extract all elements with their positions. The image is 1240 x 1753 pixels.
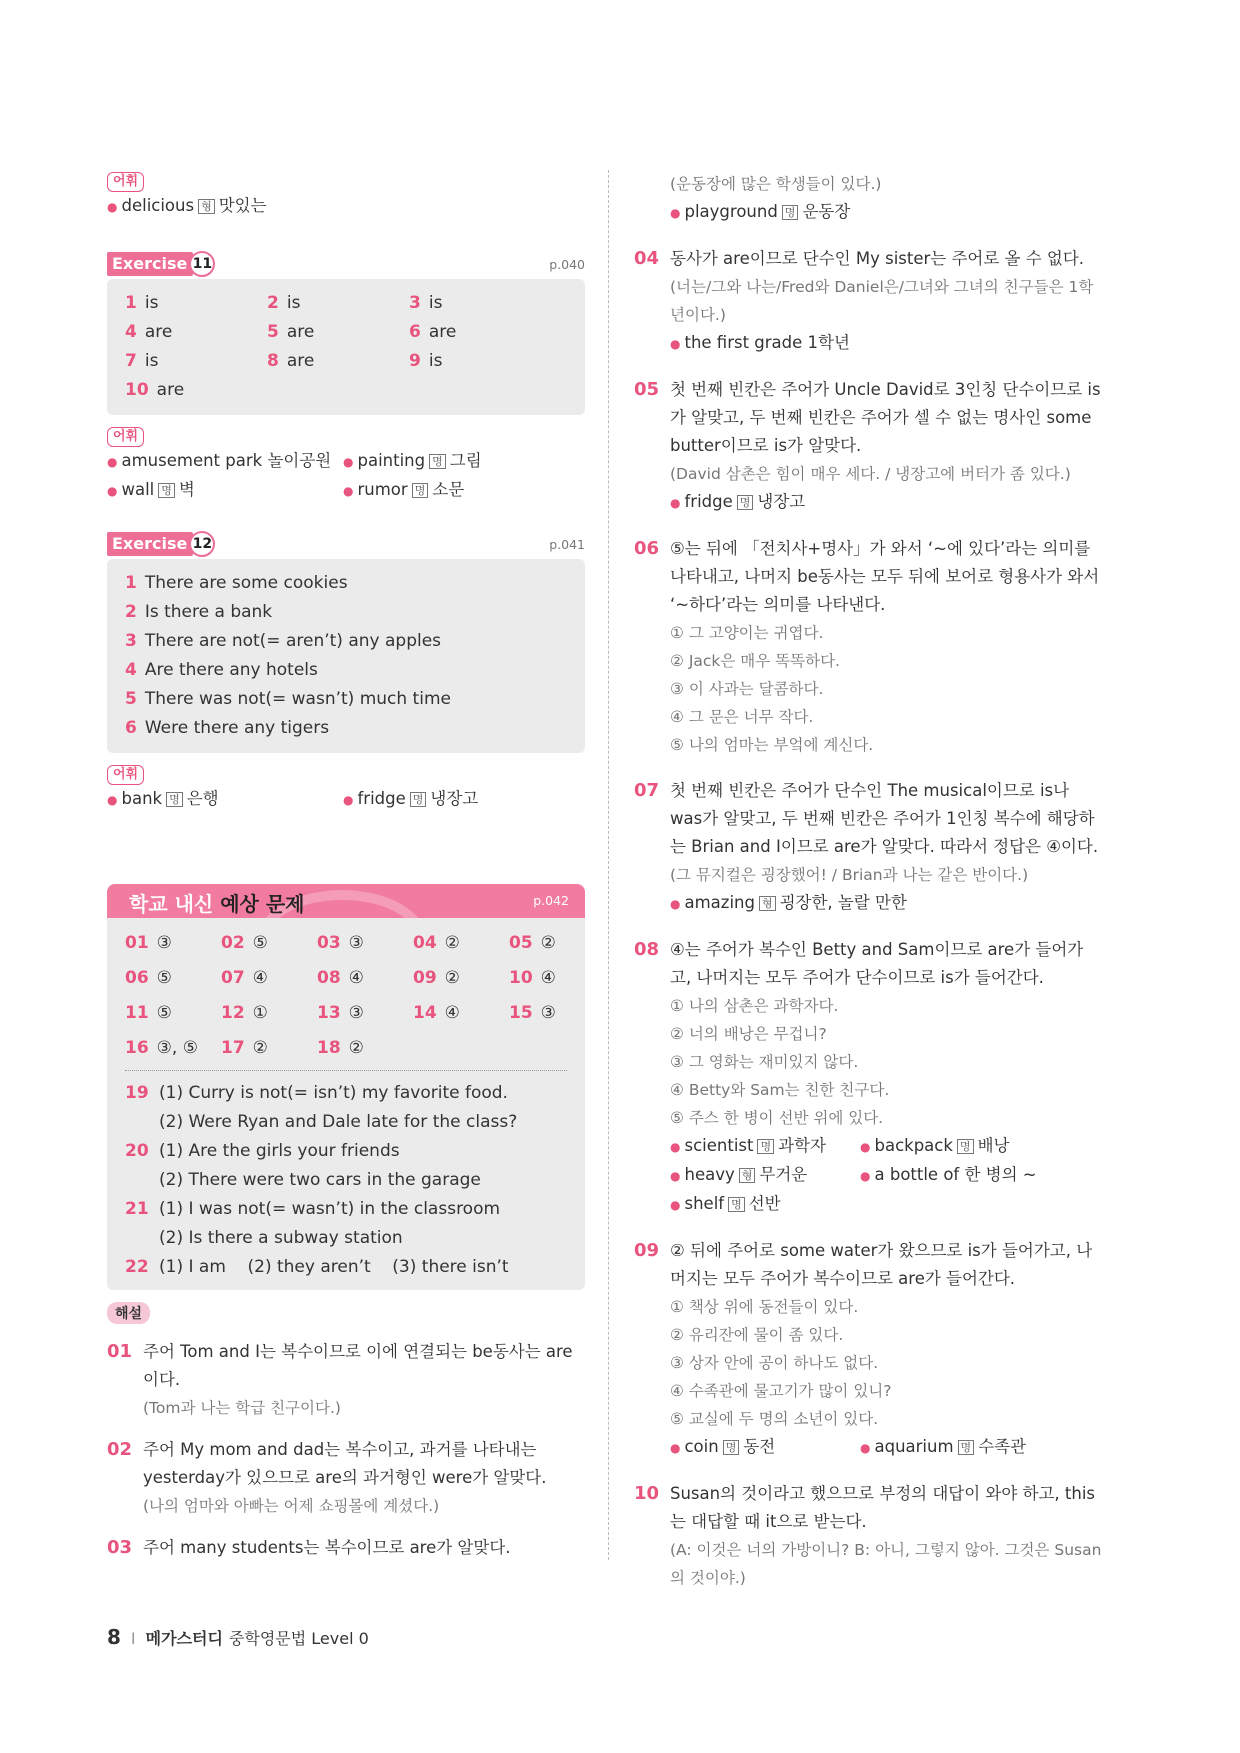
page-reference: p.040 [549, 257, 585, 272]
vocab-item: ● fridge 명 냉장고 [343, 789, 479, 808]
vocab-label: 어휘 [107, 427, 144, 447]
quiz-title-2: 예상 문제 [220, 892, 305, 916]
explanation-item: 05 첫 번째 빈칸은 주어가 Uncle David로 3인칭 단수이므로 is가 알맞고, 두 번째 빈칸은 주어가 셀 수 없는 명사인 some butter이므로 is가 알맞다. (David 삼촌은 힘이 매우 세다. / 냉장고에 버터가 좀 있다.) ● fridge 명 냉장고 [634, 376, 1104, 517]
mc-answer: 14 ④ [413, 1003, 460, 1023]
explanation-item: 03 주어 many students는 복수이므로 are가 알맞다. [107, 1537, 511, 1558]
vocab-label: 어휘 [107, 765, 144, 785]
exercise-number: 12 [189, 531, 215, 557]
answer-item: 6 Were there any tigers [125, 718, 330, 738]
mc-answer: 06 ⑤ [125, 968, 172, 988]
vocab-item: ● amusement park 놀이공원 [107, 451, 332, 470]
written-answer: 19 (1) Curry is not(= isn’t) my favorite food. (2) Were Ryan and Dale late for the class? [125, 1083, 518, 1132]
explanation-item: 01 주어 Tom and I는 복수이므로 이에 연결되는 be동사는 are이다. (Tom과 나는 학급 친구이다.) [107, 1341, 573, 1417]
vocab-item: ● the first grade 1학년 [670, 333, 850, 352]
exercise-11-answers [107, 279, 585, 415]
mc-answer: 11 ⑤ [125, 1003, 172, 1023]
quiz-section [107, 884, 585, 1290]
translation: (너는/그와 나는/Fred와 Daniel은/그녀와 그녀의 친구들은 1학년이다.) [670, 278, 1094, 324]
answer-item: 8 are [267, 351, 315, 371]
exercise-tag: Exercise [107, 532, 193, 556]
exercise-11-header [107, 251, 585, 277]
vocab-item: ● delicious 형 맛있는 [107, 196, 267, 215]
mc-answer: 07 ④ [221, 968, 268, 988]
explanation-item: 04 동사가 are이므로 단수인 My sister는 주어로 올 수 없다. (너는/그와 나는/Fred와 Daniel은/그녀와 그녀의 친구들은 1학년이다.) ● the first grade 1학년 [634, 245, 1104, 358]
answer-item: 1 There are some cookies [125, 573, 348, 593]
book-title: 중학영문법 Level 0 [228, 1629, 369, 1648]
translation: ② Jack은 매우 똑똑하다. [670, 652, 840, 670]
answer-item: 4 are [125, 322, 173, 342]
quiz-header [107, 884, 585, 918]
translation: (운동장에 많은 학생들이 있다.) [670, 175, 882, 193]
translation: ④ 그 문은 너무 작다. [670, 708, 814, 726]
explanation-item: 10 Susan의 것이라고 했으므로 부정의 대답이 와야 하고, this는 대답할 때 it으로 받는다. (A: 이것은 너의 가방이니? B: 아니, 그렇지 않아. 그것은 Susan의 것이야.) [634, 1480, 1104, 1592]
explanation-label: 해설 [107, 1302, 150, 1324]
column-divider [608, 170, 609, 1560]
explanation-item: 09 ② 뒤에 주어로 some water가 왔으므로 is가 들어가고, 나머지는 모두 주어가 복수이므로 are가 들어간다. ① 책상 위에 동전들이 있다. ② 유리잔에 물이 좀 있다. ③ 상자 안에 공이 하나도 없다. ④ 수족관에 물고기가 많이 있니? ⑤ 교실에 두 명의 소년이 있다. ● coin 명 동전 ● aquarium 명 수족관 [634, 1237, 1104, 1462]
answer-item: 5 There was not(= wasn’t) much time [125, 689, 451, 709]
footer-separator: I [130, 1629, 136, 1648]
answer-item: 9 is [409, 351, 443, 371]
bullet-icon: ● [107, 200, 118, 214]
translation: ③ 그 영화는 재미있지 않다. [670, 1053, 859, 1071]
answer-item: 3 There are not(= aren’t) any apples [125, 631, 442, 651]
mc-answer: 05 ② [509, 933, 556, 953]
exercise-number: 11 [189, 251, 215, 277]
page-reference: p.042 [533, 893, 569, 908]
vocab-item: ● rumor 명 소문 [343, 480, 465, 499]
translation: (David 삼촌은 힘이 매우 세다. / 냉장고에 버터가 좀 있다.) [670, 465, 1071, 483]
vocab-item: ● painting 명 그림 [343, 451, 482, 470]
translation: ④ 수족관에 물고기가 많이 있니? [670, 1382, 892, 1400]
answer-item: 10 are [125, 380, 185, 400]
translation: (그 뮤지컬은 굉장했어! / Brian과 나는 같은 반이다.) [670, 866, 1029, 884]
mc-answer: 18 ② [317, 1038, 364, 1058]
vocab-item: ● backpack 명 배낭 [860, 1136, 1010, 1155]
translation: ⑤ 교실에 두 명의 소년이 있다. [670, 1410, 879, 1428]
mc-answer: 15 ③ [509, 1003, 556, 1023]
quiz-answers [107, 918, 585, 1290]
vocab-item: ● bank 명 은행 [107, 789, 219, 808]
mc-answer: 02 ⑤ [221, 933, 268, 953]
vocab-item: ● shelf 명 선반 [670, 1194, 781, 1213]
vocab-label: 어휘 [107, 172, 144, 192]
right-column [634, 170, 1104, 1592]
translation: ② 너의 배낭은 무겁니? [670, 1025, 827, 1043]
translation: ⑤ 나의 엄마는 부엌에 계신다. [670, 736, 874, 754]
mc-answer: 09 ② [413, 968, 460, 988]
page-footer [107, 1625, 369, 1649]
vocab-item: ● coin 명 동전 [670, 1437, 776, 1456]
vocab-item: ● playground 명 운동장 [670, 202, 851, 221]
answer-item: 4 Are there any hotels [125, 660, 318, 680]
explanation-item: 07 첫 번째 빈칸은 주어가 단수인 The musical이므로 is나 was가 알맞고, 두 번째 빈칸은 주어가 1인칭 복수에 해당하는 Brian and I이므로 are가 알맞다. 따라서 정답은 ④이다. (그 뮤지컬은 굉장했어! / Brian과 나는 같은 반이다.) ● amazing 형 굉장한, 놀랄 만한 [634, 777, 1104, 918]
translation: (A: 이것은 너의 가방이니? B: 아니, 그렇지 않아. 그것은 Susan의 것이야.) [670, 1541, 1102, 1587]
brand-name: 메가스터디 [145, 1629, 223, 1648]
vocab-item: ● wall 명 벽 [107, 480, 195, 499]
explanation-item: 02 주어 My mom and dad는 복수이고, 과거를 나타내는 yesterday가 있으므로 are의 과거형인 were가 알맞다. (나의 엄마와 아빠는 어제 쇼핑몰에 계셨다.) [107, 1439, 547, 1515]
translation: ① 나의 삼촌은 과학자다. [670, 997, 839, 1015]
mc-answer: 08 ④ [317, 968, 364, 988]
written-answer: 21 (1) I was not(= wasn’t) in the classroom (2) Is there a subway station [125, 1199, 501, 1248]
explanation-item: 06 ⑤는 뒤에 「전치사+명사」가 와서 ‘~에 있다’라는 의미를 나타내고, 나머지 be동사는 모두 뒤에 보어로 형용사가 와서 ‘~하다’라는 의미를 나타낸다. ① 그 고양이는 귀엽다. ② Jack은 매우 똑똑하다. ③ 이 사과는 달콤하다. ④ 그 문은 너무 작다. ⑤ 나의 엄마는 부엌에 계신다. [634, 535, 1104, 759]
translation: ① 그 고양이는 귀엽다. [670, 624, 824, 642]
mc-answer: 16 ③, ⑤ [125, 1038, 198, 1058]
written-answer: 22 (1) I am (2) they aren’t (3) there isn’t [125, 1257, 509, 1277]
answer-item: 6 are [409, 322, 457, 342]
quiz-title-1: 학교 내신 [129, 892, 214, 916]
explanation-item: 08 ④는 주어가 복수인 Betty and Sam이므로 are가 들어가고, 나머지는 모두 주어가 단수이므로 is가 들어간다. ① 나의 삼촌은 과학자다. ② 너의 배낭은 무겁니? ③ 그 영화는 재미있지 않다. ④ Betty와 Sam는 친한 친구다. ⑤ 주스 한 병이 선반 위에 있다. ● scientist 명 과학자 ● backpack 명 배낭 ● heavy 형 무거운 ● a bottle of 한 병의 ~ ● shelf 명 선반 [634, 936, 1104, 1219]
page-number: 8 [107, 1625, 121, 1649]
vocab-item: ● a bottle of 한 병의 ~ [860, 1165, 1037, 1184]
answer-item: 1 is [125, 293, 159, 313]
translation: ③ 상자 안에 공이 하나도 없다. [670, 1354, 879, 1372]
answer-item: 7 is [125, 351, 159, 371]
exercise-tag: Exercise [107, 252, 193, 276]
left-column [107, 170, 585, 1562]
vocab-item: ● heavy 형 무거운 [670, 1165, 808, 1184]
exercise-12-answers [107, 559, 585, 753]
mc-answer: 13 ③ [317, 1003, 364, 1023]
translation: ② 유리잔에 물이 좀 있다. [670, 1326, 844, 1344]
mc-answer: 12 ① [221, 1003, 268, 1023]
vocab-item: ● fridge 명 냉장고 [670, 492, 806, 511]
mc-answer: 10 ④ [509, 968, 556, 988]
translation: ③ 이 사과는 달콤하다. [670, 680, 824, 698]
page-reference: p.041 [549, 537, 585, 552]
vocab-item: ● scientist 명 과학자 [670, 1136, 826, 1155]
answer-item: 2 is [267, 293, 301, 313]
mc-answer: 01 ③ [125, 933, 172, 953]
mc-answer: 17 ② [221, 1038, 268, 1058]
exercise-12-header [107, 531, 585, 557]
answer-item: 3 is [409, 293, 443, 313]
translation: ⑤ 주스 한 병이 선반 위에 있다. [670, 1109, 884, 1127]
answer-item: 2 Is there a bank [125, 602, 273, 622]
answer-item: 5 are [267, 322, 315, 342]
written-answer: 20 (1) Are the girls your friends (2) There were two cars in the garage [125, 1141, 481, 1190]
vocab-item: ● amazing 형 굉장한, 놀랄 만한 [670, 893, 907, 912]
mc-answer: 03 ③ [317, 933, 364, 953]
translation: ① 책상 위에 동전들이 있다. [670, 1298, 859, 1316]
vocab-item: ● aquarium 명 수족관 [860, 1437, 1027, 1456]
mc-answer: 04 ② [413, 933, 460, 953]
translation: ④ Betty와 Sam는 친한 친구다. [670, 1081, 890, 1099]
